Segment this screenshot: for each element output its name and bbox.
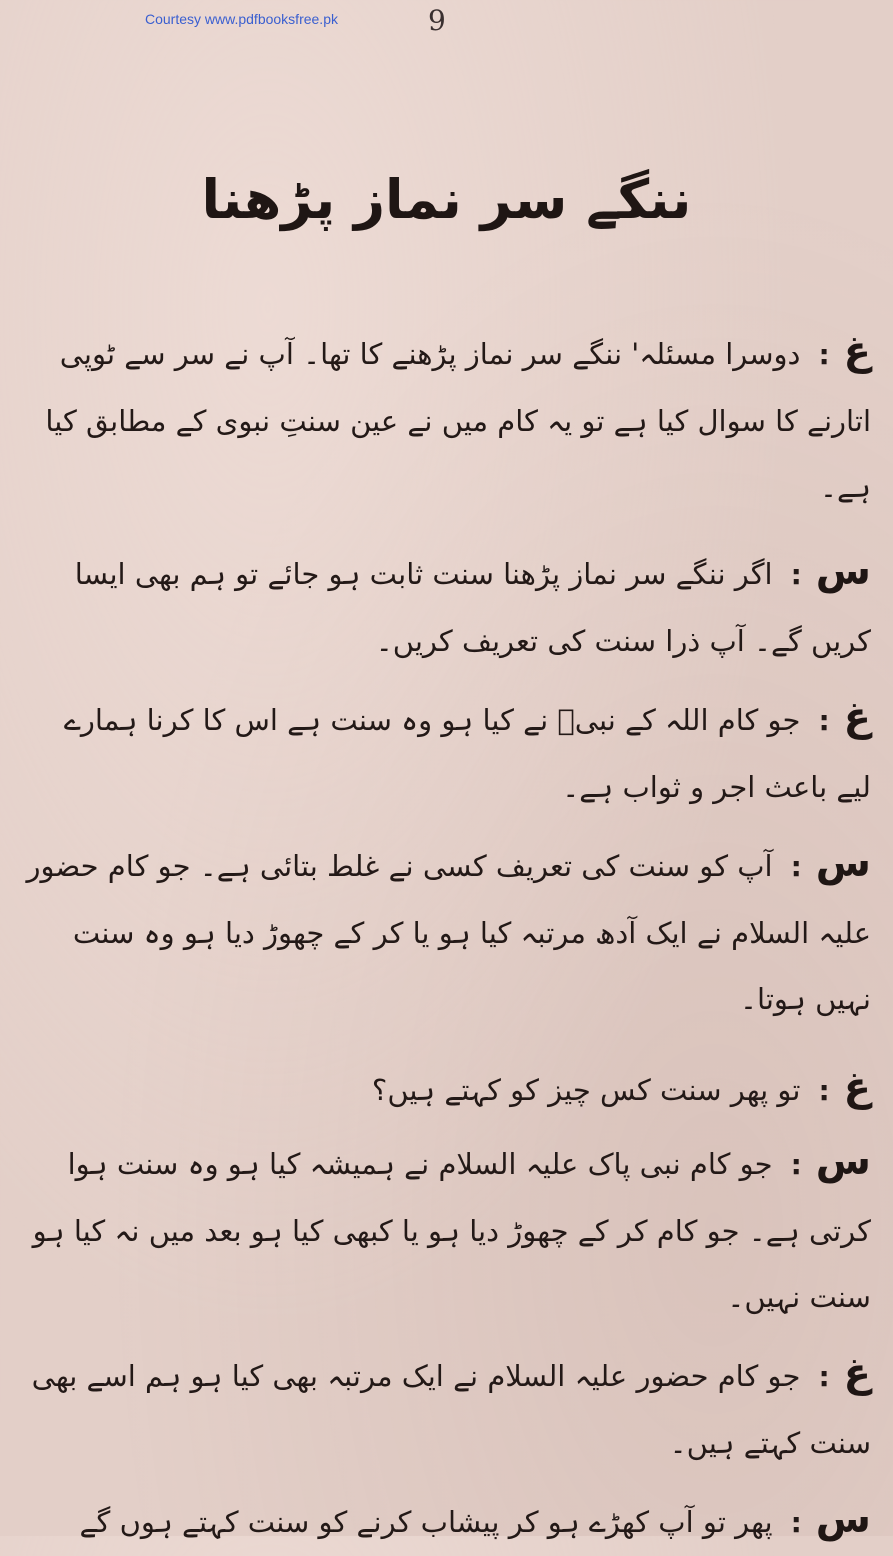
speaker-marker: س bbox=[815, 1138, 871, 1184]
speaker-separator: : bbox=[818, 704, 830, 737]
dialogue-entry bbox=[22, 1054, 871, 1124]
speaker-marker: غ bbox=[843, 328, 871, 374]
speaker-separator: : bbox=[790, 1148, 802, 1181]
dialogue-text: پھر تو آپ کھڑے ہو کر پیشاب کرنے کو سنت کہتے ہوں گے bbox=[79, 1505, 773, 1539]
dialogue-text: دوسرا مسئلہ' ننگے سر نماز پڑھنے کا تھا۔ آپ نے سر سے ٹوپی اتارنے کا سوال کیا ہے تو یہ کام میں نے عین سنتِ نبوی کے مطابق کیا ہے۔ bbox=[45, 337, 871, 504]
speaker-separator: : bbox=[790, 1506, 802, 1539]
speaker-separator: : bbox=[818, 338, 830, 371]
speaker-separator: : bbox=[790, 558, 802, 591]
speaker-marker: غ bbox=[843, 694, 871, 740]
speaker-separator: : bbox=[790, 850, 802, 883]
dialogue-body bbox=[22, 318, 871, 1556]
dialogue-entry bbox=[22, 538, 871, 674]
dialogue-text: جو کام حضور علیہ السلام نے ایک مرتبہ بھی کیا ہو ہم اسے بھی سنت کہتے ہیں۔ bbox=[31, 1359, 871, 1460]
speaker-marker: غ bbox=[843, 1064, 871, 1110]
dialogue-entry bbox=[22, 1128, 871, 1330]
dialogue-entry bbox=[22, 1486, 871, 1556]
dialogue-text: آپ کو سنت کی تعریف کسی نے غلط بتائی ہے۔ جو کام حضور علیہ السلام نے ایک آدھ مرتبہ کیا ہو یا کر کے چھوڑ دیا ہو وہ سنت نہیں ہوتا۔ bbox=[26, 849, 871, 1016]
speaker-separator: : bbox=[818, 1360, 830, 1393]
page-number: 9 bbox=[428, 4, 446, 37]
dialogue-text: تو پھر سنت کس چیز کو کہتے ہیں؟ bbox=[371, 1073, 801, 1107]
dialogue-entry bbox=[22, 830, 871, 1032]
speaker-marker: س bbox=[815, 840, 871, 886]
speaker-separator: : bbox=[818, 1074, 830, 1107]
dialogue-entry bbox=[22, 1340, 871, 1476]
speaker-marker: س bbox=[815, 548, 871, 594]
dialogue-text: جو کام نبی پاک علیہ السلام نے ہمیشہ کیا ہو وہ سنت ہوا کرتی ہے۔ جو کام کر کے چھوڑ دیا ہو یا کبھی کیا ہو بعد میں نہ کیا ہو سنت نہیں۔ bbox=[32, 1147, 871, 1314]
dialogue-entry bbox=[22, 318, 871, 520]
dialogue-text: جو کام اللہ کے نبیؐ نے کیا ہو وہ سنت ہے اس کا کرنا ہمارے لیے باعث اجر و ثواب ہے۔ bbox=[63, 703, 871, 804]
speaker-marker: غ bbox=[843, 1350, 871, 1396]
speaker-marker: س bbox=[815, 1496, 871, 1542]
chapter-title: ننگے سر نماز پڑھنا bbox=[201, 168, 692, 231]
courtesy-watermark: Courtesy www.pdfbooksfree.pk bbox=[145, 11, 338, 27]
dialogue-entry bbox=[22, 684, 871, 820]
dialogue-text: اگر ننگے سر نماز پڑھنا سنت ثابت ہو جائے تو ہم بھی ایسا کریں گے۔ آپ ذرا سنت کی تعریف کریں۔ bbox=[74, 557, 871, 658]
